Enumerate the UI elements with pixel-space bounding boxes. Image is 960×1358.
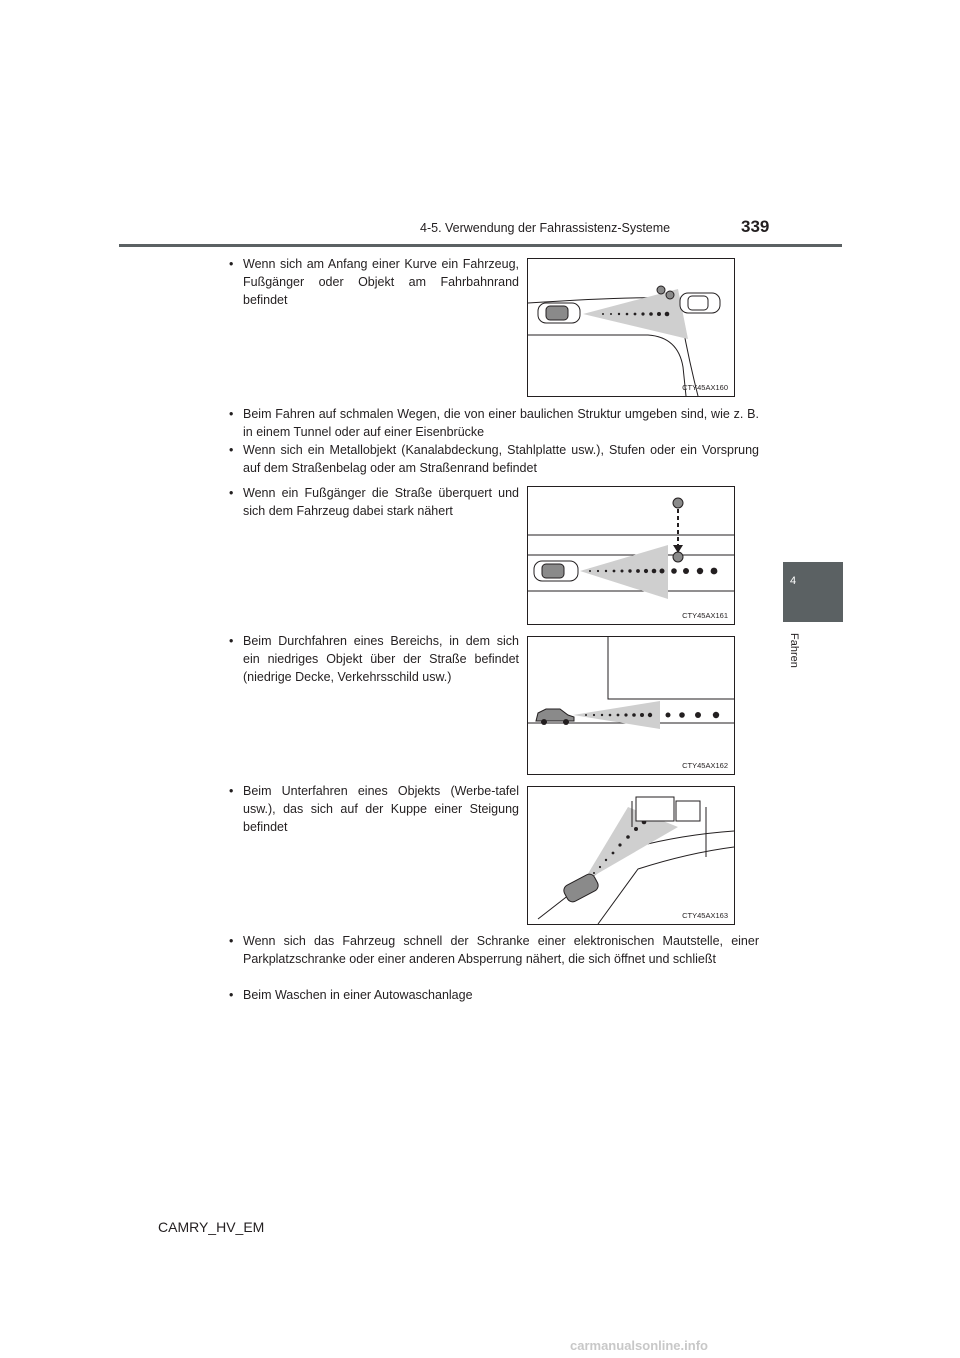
- figure-crossing: [527, 486, 735, 625]
- list-item-text: Beim Waschen in einer Autowaschanlage: [243, 988, 473, 1002]
- figure-curve: [527, 258, 735, 397]
- list-item-text: Beim Unterfahren eines Objekts (Werbe-tafel usw.), das sich auf der Kuppe einer Steigung befindet: [243, 784, 519, 834]
- bullet-symbol: •: [229, 634, 234, 648]
- crossing-pedestrian-illustration: [528, 487, 734, 624]
- low-ceiling-illustration: [528, 637, 734, 774]
- list-item-text: Wenn sich das Fahrzeug schnell der Schranke einer elektronischen Mautstelle, einer Parkplatzschranke oder einer anderen Absperrung nähert, die sich öffnet und schließt: [243, 934, 759, 966]
- model-code: CAMRY_HV_EM: [158, 1219, 265, 1235]
- figure-hilltop: [527, 786, 735, 925]
- section-title: 4-5. Verwendung der Fahrassistenz-Systeme: [420, 221, 671, 235]
- chapter-number: 4: [790, 575, 797, 587]
- list-item-text: Wenn sich am Anfang einer Kurve ein Fahrzeug, Fußgänger oder Objekt am Fahrbahnrand befindet: [243, 257, 519, 307]
- list-item: [229, 782, 519, 836]
- list-item: [229, 441, 759, 477]
- bullet-symbol: •: [229, 257, 234, 271]
- bullet-symbol: •: [229, 486, 234, 500]
- bullet-symbol: •: [229, 934, 234, 948]
- figure-code: CTY45AX162: [682, 761, 728, 770]
- list-item-text: Wenn ein Fußgänger die Straße überquert und sich dem Fahrzeug dabei stark nähert: [243, 486, 519, 518]
- curve-pedestrian-illustration: [528, 259, 734, 396]
- list-item: [229, 484, 519, 520]
- list-item: [229, 255, 519, 309]
- figure-code: CTY45AX161: [682, 611, 728, 620]
- figure-code: CTY45AX160: [682, 383, 728, 392]
- list-item-text: Beim Fahren auf schmalen Wegen, die von einer baulichen Struktur umgeben sind, wie z. B. in einem Tunnel oder auf einer Eisenbrücke: [243, 407, 759, 439]
- header-rule: [119, 244, 842, 247]
- list-item: [229, 932, 759, 968]
- bullet-symbol: •: [229, 988, 234, 1002]
- chapter-tab[interactable]: [783, 562, 843, 622]
- watermark: carmanualsonline.info: [570, 1338, 708, 1353]
- list-item: [229, 405, 759, 441]
- bullet-symbol: •: [229, 443, 234, 457]
- list-item: [229, 632, 519, 686]
- list-item-text: Beim Durchfahren eines Bereichs, in dem sich ein niedriges Objekt über der Straße befindet (niedrige Decke, Verkehrsschild usw.): [243, 634, 519, 684]
- bullet-symbol: •: [229, 784, 234, 798]
- bullet-symbol: •: [229, 407, 234, 421]
- page-number: 339: [741, 217, 770, 236]
- figure-code: CTY45AX163: [682, 911, 728, 920]
- list-item: [229, 986, 759, 1004]
- figure-low-ceiling: [527, 636, 735, 775]
- hilltop-billboard-illustration: [528, 787, 734, 924]
- list-item-text: Wenn sich ein Metallobjekt (Kanalabdeckung, Stahlplatte usw.), Stufen oder ein Vorsprung auf dem Straßenbelag oder am Straßenrand befindet: [243, 443, 759, 475]
- chapter-label: Fahren: [788, 633, 800, 668]
